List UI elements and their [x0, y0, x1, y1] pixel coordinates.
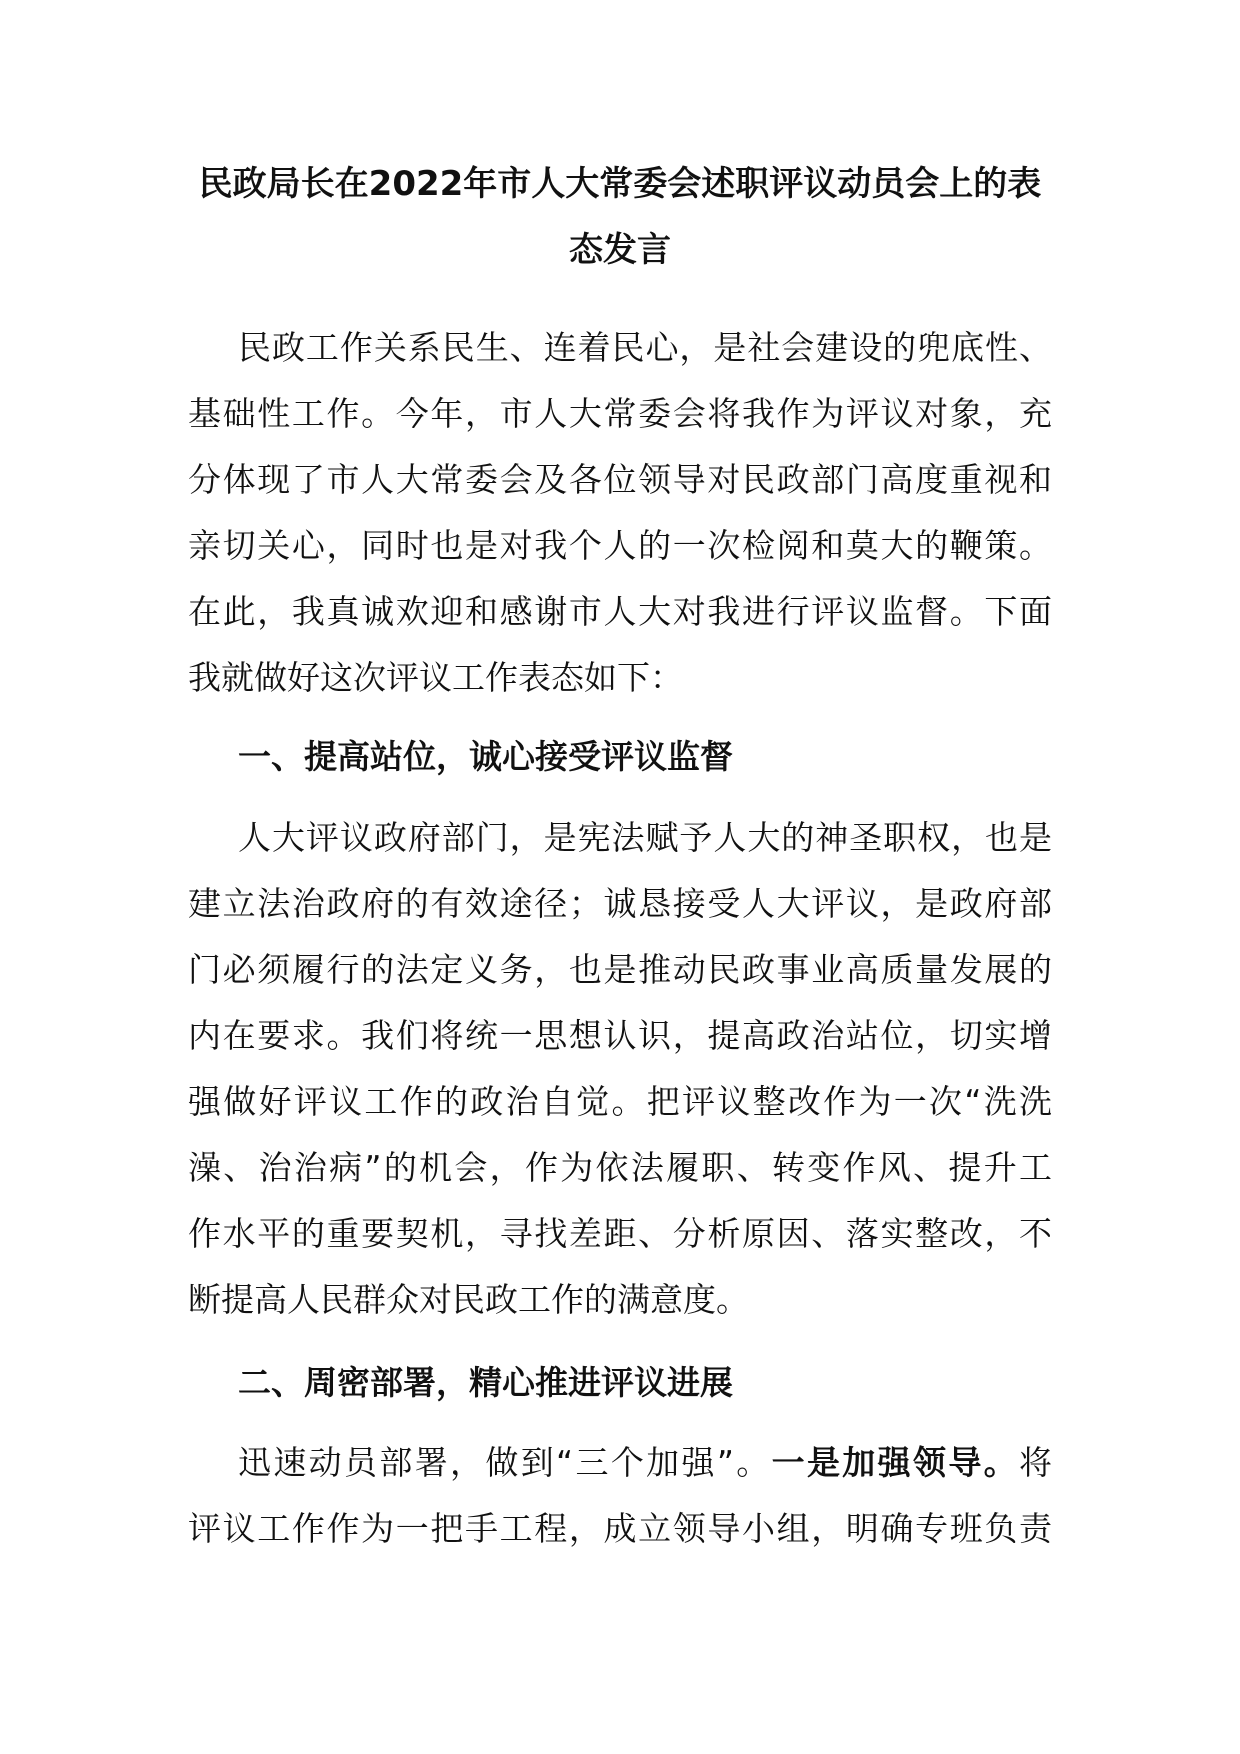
- section-heading-2: 二、周密部署，精心推进评议进展: [238, 1363, 733, 1402]
- bold-text-run: 一是加强领导。: [771, 1443, 1019, 1482]
- text-line: 建立法治政府的有效途径；诚恳接受人大评议，是政府部: [188, 884, 1052, 923]
- text-run: 将: [1019, 1443, 1052, 1482]
- text-line: 作水平的重要契机，寻找差距、分析原因、落实整改，不: [188, 1214, 1052, 1253]
- text-line: 强做好评议工作的政治自觉。把评议整改作为一次“洗洗: [188, 1082, 1052, 1121]
- text-line: 内在要求。我们将统一思想认识，提高政治站位，切实增: [188, 1016, 1052, 1055]
- paragraph-3: [188, 1430, 1052, 1562]
- text-line: 亲切关心，同时也是对我个人的一次检阅和莫大的鞭策。: [188, 526, 1052, 565]
- document-title: [150, 151, 1090, 283]
- text-line: 断提高人民群众对民政工作的满意度。: [188, 1280, 749, 1319]
- title-line-2: 态发言: [569, 230, 671, 270]
- text-line: 基础性工作。今年，市人大常委会将我作为评议对象，充: [188, 394, 1052, 433]
- text-line: [188, 1430, 1052, 1496]
- text-line: 人大评议政府部门，是宪法赋予人大的神圣职权，也是: [238, 818, 1052, 857]
- paragraph-2: [188, 805, 1052, 1333]
- section-heading-1: 一、提高站位，诚心接受评议监督: [238, 737, 733, 776]
- text-line: 我就做好这次评议工作表态如下：: [188, 658, 683, 697]
- text-line: 民政工作关系民生、连着民心，是社会建设的兜底性、: [238, 328, 1052, 367]
- paragraph-1: [188, 315, 1052, 711]
- text-line: 门必须履行的法定义务，也是推动民政事业高质量发展的: [188, 950, 1052, 989]
- text-line: 评议工作作为一把手工程，成立领导小组，明确专班负责: [188, 1509, 1052, 1548]
- text-run: 迅速动员部署，做到“三个加强”。: [238, 1443, 772, 1482]
- text-line: 分体现了市人大常委会及各位领导对民政部门高度重视和: [188, 460, 1052, 499]
- title-line-1: 民政局长在2022年市人大常委会述职评议动员会上的表: [198, 164, 1042, 204]
- text-line: 在此，我真诚欢迎和感谢市人大对我进行评议监督。下面: [188, 592, 1052, 631]
- text-line: 澡、治治病”的机会，作为依法履职、转变作风、提升工: [188, 1148, 1052, 1187]
